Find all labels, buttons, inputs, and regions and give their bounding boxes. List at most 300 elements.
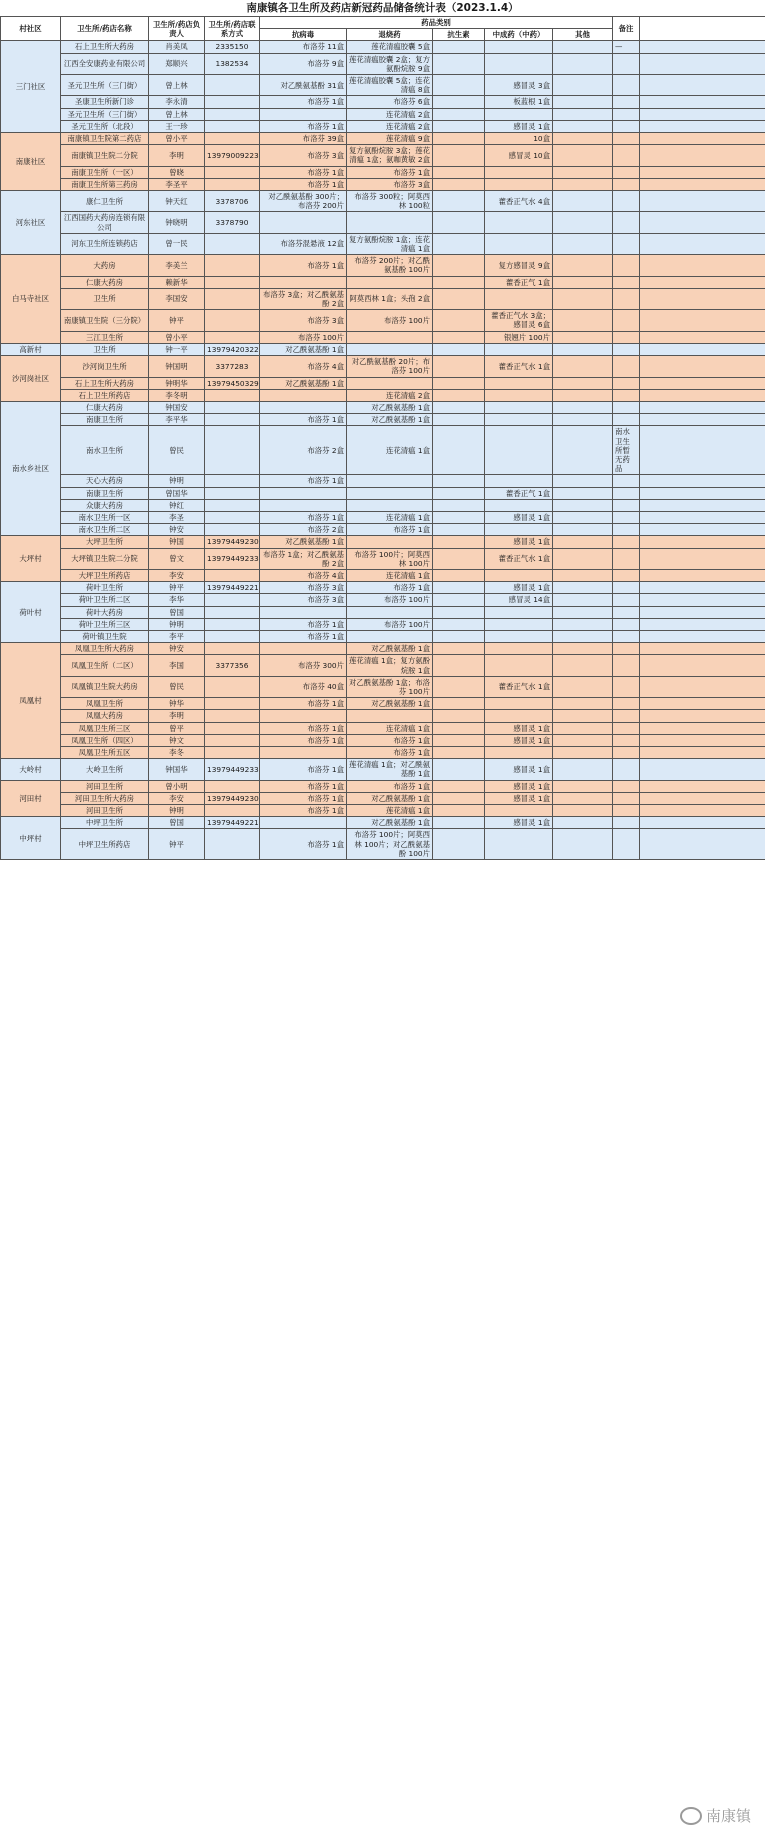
watermark-text: 南康镇 (705, 1807, 751, 1825)
table-row (1, 356, 765, 377)
antibiotic-cell (433, 75, 485, 96)
antibiotic-cell (433, 511, 485, 523)
note-cell (613, 548, 640, 569)
blank-cell (640, 426, 765, 475)
unit-name-cell: 江西全安康药业有限公司 (61, 53, 149, 74)
note-cell (613, 356, 640, 377)
fever-cell: 布洛芬 1盒 (347, 734, 433, 746)
village-cell: 河田村 (1, 780, 61, 817)
contact-cell: 李华 (149, 594, 205, 606)
fever-cell (347, 606, 433, 618)
contact-cell: 曾小平 (149, 133, 205, 145)
blank-cell (640, 487, 765, 499)
fever-cell (347, 377, 433, 389)
table-row (1, 655, 765, 676)
blank-cell (640, 401, 765, 413)
note-cell (613, 487, 640, 499)
other-cell (553, 414, 613, 426)
table-row (1, 487, 765, 499)
antibiotic-cell (433, 536, 485, 548)
blank-cell (640, 676, 765, 697)
fever-cell: 布洛芬 100片；阿莫西林 100片；对乙酰氨基酚 100片 (347, 829, 433, 860)
phone-cell (205, 630, 260, 642)
table-row (1, 178, 765, 190)
header-note: 备注 (613, 17, 640, 41)
blank-cell (640, 643, 765, 655)
unit-name-cell: 凤凰卫生所（四区） (61, 734, 149, 746)
herbal-cell (485, 630, 553, 642)
herbal-cell: 感冒灵 1盒 (485, 792, 553, 804)
table-row (1, 722, 765, 734)
herbal-cell (485, 166, 553, 178)
antibiotic-cell (433, 377, 485, 389)
phone-cell: 13979449233 (205, 759, 260, 780)
blank-cell (640, 630, 765, 642)
unit-name-cell: 荷叶卫生所三区 (61, 618, 149, 630)
village-cell: 中坪村 (1, 817, 61, 860)
note-cell (613, 698, 640, 710)
note-cell (613, 133, 640, 145)
herbal-cell: 感冒灵 1盒 (485, 780, 553, 792)
other-cell (553, 288, 613, 309)
phone-cell (205, 120, 260, 132)
herbal-cell (485, 475, 553, 487)
contact-cell: 曾平 (149, 722, 205, 734)
table-row (1, 780, 765, 792)
village-cell: 白马寺社区 (1, 255, 61, 344)
antiviral-cell: 布洛芬 1盒 (260, 805, 347, 817)
table-row (1, 759, 765, 780)
herbal-cell: 藿香正气 1盒 (485, 276, 553, 288)
phone-cell (205, 780, 260, 792)
table-row (1, 475, 765, 487)
other-cell (553, 356, 613, 377)
other-cell (553, 75, 613, 96)
blank-cell (640, 780, 765, 792)
table-row (1, 792, 765, 804)
contact-cell: 钟平 (149, 582, 205, 594)
blank-cell (640, 524, 765, 536)
antibiotic-cell (433, 524, 485, 536)
table-row (1, 747, 765, 759)
blank-cell (640, 41, 765, 53)
blank-cell (640, 582, 765, 594)
antiviral-cell (260, 108, 347, 120)
antiviral-cell: 布洛芬 1盒 (260, 698, 347, 710)
antibiotic-cell (433, 499, 485, 511)
note-cell (613, 780, 640, 792)
phone-cell: 13979450329 (205, 377, 260, 389)
table-row (1, 389, 765, 401)
antiviral-cell: 对乙酰氨基酚 300片；布洛芬 200片 (260, 191, 347, 212)
other-cell (553, 524, 613, 536)
herbal-cell (485, 698, 553, 710)
antibiotic-cell (433, 829, 485, 860)
antibiotic-cell (433, 582, 485, 594)
phone-cell (205, 401, 260, 413)
antibiotic-cell (433, 191, 485, 212)
phone-cell (205, 414, 260, 426)
antibiotic-cell (433, 759, 485, 780)
fever-cell: 莲花清瘟胶囊 2盒；复方氨酚烷胺 9盒 (347, 53, 433, 74)
other-cell (553, 401, 613, 413)
table-row (1, 710, 765, 722)
phone-cell (205, 331, 260, 343)
antibiotic-cell (433, 414, 485, 426)
contact-cell: 曾晓 (149, 166, 205, 178)
unit-name-cell: 中坪卫生所 (61, 817, 149, 829)
other-cell (553, 389, 613, 401)
unit-name-cell: 南水卫生所二区 (61, 524, 149, 536)
village-cell: 三门社区 (1, 41, 61, 133)
contact-cell: 钟明 (149, 475, 205, 487)
other-cell (553, 722, 613, 734)
antibiotic-cell (433, 780, 485, 792)
note-cell (613, 276, 640, 288)
fever-cell: 连花清瘟 2盒 (347, 108, 433, 120)
contact-cell: 李圣平 (149, 178, 205, 190)
unit-name-cell: 南康卫生所 (61, 414, 149, 426)
antibiotic-cell (433, 212, 485, 233)
phone-cell (205, 389, 260, 401)
header-contact: 卫生所/药店负责人 (149, 17, 205, 41)
contact-cell: 李安 (149, 792, 205, 804)
unit-name-cell: 众康大药房 (61, 499, 149, 511)
herbal-cell (485, 414, 553, 426)
antibiotic-cell (433, 133, 485, 145)
header-unit-name: 卫生所/药店名称 (61, 17, 149, 41)
unit-name-cell: 荷叶大药房 (61, 606, 149, 618)
contact-cell: 李冬明 (149, 389, 205, 401)
contact-cell: 李国安 (149, 288, 205, 309)
antiviral-cell: 布洛芬 3盒；对乙酰氨基酚 2盒 (260, 288, 347, 309)
contact-cell: 钟文 (149, 734, 205, 746)
table-row (1, 41, 765, 53)
unit-name-cell: 荷叶卫生所 (61, 582, 149, 594)
other-cell (553, 377, 613, 389)
other-cell (553, 426, 613, 475)
phone-cell (205, 255, 260, 276)
table-row (1, 676, 765, 697)
page-title: 南康镇各卫生所及药店新冠药品储备统计表（2023.1.4） (0, 0, 765, 17)
village-cell: 荷叶村 (1, 582, 61, 643)
antiviral-cell: 布洛芬 100片 (260, 331, 347, 343)
fever-cell: 布洛芬 200片；对乙酰氨基酚 100片 (347, 255, 433, 276)
table-row (1, 166, 765, 178)
fever-cell: 莲花清瘟 9盒 (347, 133, 433, 145)
herbal-cell (485, 288, 553, 309)
blank-cell (640, 331, 765, 343)
herbal-cell (485, 377, 553, 389)
village-cell: 河东社区 (1, 191, 61, 255)
contact-cell: 赖新华 (149, 276, 205, 288)
herbal-cell (485, 747, 553, 759)
herbal-cell: 感冒灵 1盒 (485, 120, 553, 132)
note-cell (613, 536, 640, 548)
note-cell (613, 75, 640, 96)
table-row (1, 606, 765, 618)
table-row (1, 805, 765, 817)
antibiotic-cell (433, 426, 485, 475)
other-cell (553, 511, 613, 523)
fever-cell: 布洛芬 1盒 (347, 582, 433, 594)
blank-cell (640, 606, 765, 618)
note-cell (613, 166, 640, 178)
fever-cell: 布洛芬 100片；阿莫西林 100片 (347, 548, 433, 569)
unit-name-cell: 大坪卫生所 (61, 536, 149, 548)
herbal-cell (485, 53, 553, 74)
table-row (1, 618, 765, 630)
unit-name-cell: 南水卫生所一区 (61, 511, 149, 523)
antibiotic-cell (433, 548, 485, 569)
note-cell (613, 630, 640, 642)
table-row (1, 414, 765, 426)
antiviral-cell: 布洛芬混悬液 12盒 (260, 233, 347, 254)
table-row (1, 255, 765, 276)
note-cell (613, 734, 640, 746)
other-cell (553, 41, 613, 53)
blank-cell (640, 276, 765, 288)
inventory-table (0, 16, 765, 860)
other-cell (553, 191, 613, 212)
blank-cell (640, 166, 765, 178)
contact-cell: 钟国 (149, 536, 205, 548)
antibiotic-cell (433, 356, 485, 377)
herbal-cell: 藿香正气水 1盒 (485, 548, 553, 569)
antiviral-cell (260, 212, 347, 233)
contact-cell: 曾国 (149, 606, 205, 618)
herbal-cell (485, 426, 553, 475)
antiviral-cell: 布洛芬 1盒 (260, 780, 347, 792)
fever-cell: 对乙酰氨基酚 1盒 (347, 643, 433, 655)
village-cell: 沙河岗社区 (1, 356, 61, 402)
unit-name-cell: 石上卫生所大药房 (61, 41, 149, 53)
contact-cell: 李国 (149, 655, 205, 676)
phone-cell (205, 594, 260, 606)
blank-cell (640, 829, 765, 860)
table-row (1, 499, 765, 511)
table-row (1, 511, 765, 523)
antiviral-cell: 布洛芬 4盒 (260, 356, 347, 377)
antiviral-cell (260, 747, 347, 759)
table-row (1, 377, 765, 389)
fever-cell (347, 276, 433, 288)
contact-cell: 钟明 (149, 618, 205, 630)
fever-cell: 莲花清瘟 1盒 (347, 805, 433, 817)
phone-cell: 13979449221 (205, 817, 260, 829)
note-cell (613, 606, 640, 618)
phone-cell: 13979449230 (205, 536, 260, 548)
fever-cell: 布洛芬 3盒 (347, 178, 433, 190)
fever-cell: 复方氨酚烷胺 3盒；莲花清瘟 1盒；氨咖黄敏 2盒 (347, 145, 433, 166)
table-row (1, 191, 765, 212)
antibiotic-cell (433, 594, 485, 606)
other-cell (553, 53, 613, 74)
herbal-cell (485, 618, 553, 630)
phone-cell (205, 96, 260, 108)
unit-name-cell: 圣元卫生所（北段） (61, 120, 149, 132)
fever-cell: 布洛芬 1盒 (347, 524, 433, 536)
other-cell (553, 96, 613, 108)
antibiotic-cell (433, 331, 485, 343)
contact-cell: 李冬 (149, 747, 205, 759)
phone-cell: 13979449233 (205, 548, 260, 569)
antiviral-cell: 布洛芬 2盒 (260, 426, 347, 475)
fever-cell (347, 331, 433, 343)
other-cell (553, 499, 613, 511)
note-cell (613, 108, 640, 120)
phone-cell (205, 276, 260, 288)
note-cell (613, 191, 640, 212)
note-cell (613, 594, 640, 606)
contact-cell: 钟一平 (149, 343, 205, 355)
table-row (1, 817, 765, 829)
blank-cell (640, 594, 765, 606)
fever-cell: 复方氨酚烷胺 1盒；连花清瘟 1盒 (347, 233, 433, 254)
antibiotic-cell (433, 487, 485, 499)
other-cell (553, 145, 613, 166)
antiviral-cell: 布洛芬 1盒 (260, 414, 347, 426)
other-cell (553, 343, 613, 355)
fever-cell: 连花清瘟 2盒 (347, 120, 433, 132)
fever-cell: 布洛芬 100片 (347, 618, 433, 630)
contact-cell: 钟天红 (149, 191, 205, 212)
unit-name-cell: 南康镇卫生院第二药店 (61, 133, 149, 145)
antibiotic-cell (433, 643, 485, 655)
phone-cell: 13979009223 (205, 145, 260, 166)
phone-cell (205, 829, 260, 860)
contact-cell: 李明 (149, 145, 205, 166)
note-cell (613, 524, 640, 536)
table-row (1, 233, 765, 254)
contact-cell: 曾小平 (149, 331, 205, 343)
phone-cell (205, 805, 260, 817)
contact-cell: 曾国 (149, 817, 205, 829)
note-cell (613, 331, 640, 343)
phone-cell: 3378790 (205, 212, 260, 233)
fever-cell (347, 710, 433, 722)
blank-cell (640, 475, 765, 487)
blank-cell (640, 499, 765, 511)
fever-cell: 对乙酰氨基酚 1盒 (347, 401, 433, 413)
herbal-cell (485, 805, 553, 817)
table-row (1, 310, 765, 331)
herbal-cell: 藿香正气水 1盒 (485, 356, 553, 377)
phone-cell (205, 426, 260, 475)
fever-cell (347, 630, 433, 642)
phone-cell: 13979449221 (205, 582, 260, 594)
note-cell (613, 414, 640, 426)
unit-name-cell: 南康卫生所 (61, 487, 149, 499)
unit-name-cell: 荷叶卫生所二区 (61, 594, 149, 606)
antibiotic-cell (433, 178, 485, 190)
herbal-cell: 板蓝根 1盒 (485, 96, 553, 108)
unit-name-cell: 南水卫生所 (61, 426, 149, 475)
header-other: 其他 (553, 29, 613, 41)
note-cell (613, 643, 640, 655)
unit-name-cell: 石上卫生所药店 (61, 389, 149, 401)
antibiotic-cell (433, 108, 485, 120)
table-row (1, 594, 765, 606)
note-cell (613, 569, 640, 581)
header-phone: 卫生所/药店联系方式 (205, 17, 260, 41)
other-cell (553, 233, 613, 254)
table-row (1, 288, 765, 309)
phone-cell: 1382534 (205, 53, 260, 74)
unit-name-cell: 大坪镇卫生院二分院 (61, 548, 149, 569)
antiviral-cell (260, 276, 347, 288)
antiviral-cell: 布洛芬 300片 (260, 655, 347, 676)
contact-cell: 钟平 (149, 829, 205, 860)
note-cell (613, 343, 640, 355)
antiviral-cell: 布洛芬 1盒 (260, 178, 347, 190)
contact-cell: 郑顺兴 (149, 53, 205, 74)
antiviral-cell: 布洛芬 1盒 (260, 120, 347, 132)
contact-cell: 曾民 (149, 676, 205, 697)
contact-cell: 李明 (149, 710, 205, 722)
herbal-cell (485, 343, 553, 355)
blank-cell (640, 710, 765, 722)
antibiotic-cell (433, 389, 485, 401)
unit-name-cell: 凤凰镇卫生院大药房 (61, 676, 149, 697)
blank-cell (640, 288, 765, 309)
other-cell (553, 759, 613, 780)
other-cell (553, 331, 613, 343)
unit-name-cell: 卫生所 (61, 343, 149, 355)
antiviral-cell (260, 710, 347, 722)
blank-cell (640, 511, 765, 523)
antibiotic-cell (433, 53, 485, 74)
note-cell (613, 676, 640, 697)
other-cell (553, 120, 613, 132)
blank-cell (640, 722, 765, 734)
other-cell (553, 548, 613, 569)
phone-cell (205, 606, 260, 618)
antiviral-cell: 布洛芬 1盒；对乙酰氨基酚 2盒 (260, 548, 347, 569)
unit-name-cell: 南康镇卫生院二分院 (61, 145, 149, 166)
antiviral-cell: 布洛芬 1盒 (260, 630, 347, 642)
antiviral-cell: 对乙酰氨基酚 1盒 (260, 536, 347, 548)
phone-cell (205, 133, 260, 145)
antibiotic-cell (433, 734, 485, 746)
village-cell: 大坪村 (1, 536, 61, 582)
antibiotic-cell (433, 233, 485, 254)
phone-cell (205, 710, 260, 722)
unit-name-cell: 凤凰卫生所 (61, 698, 149, 710)
fever-cell: 莲花清瘟胶囊 5盒；连花清瘟 8盒 (347, 75, 433, 96)
other-cell (553, 618, 613, 630)
blank-cell (640, 548, 765, 569)
blank-cell (640, 747, 765, 759)
blank-cell (640, 655, 765, 676)
fever-cell: 连花清瘟 1盒 (347, 569, 433, 581)
table-row (1, 829, 765, 860)
table-row (1, 582, 765, 594)
herbal-cell (485, 524, 553, 536)
herbal-cell: 感冒灵 1盒 (485, 722, 553, 734)
antiviral-cell: 布洛芬 1盒 (260, 511, 347, 523)
antiviral-cell (260, 401, 347, 413)
herbal-cell (485, 212, 553, 233)
contact-cell: 钟国明 (149, 356, 205, 377)
fever-cell (347, 475, 433, 487)
fever-cell: 连花清瘟 1盒 (347, 426, 433, 475)
table-row (1, 401, 765, 413)
herbal-cell: 感冒灵 3盒 (485, 75, 553, 96)
fever-cell: 布洛芬 1盒 (347, 780, 433, 792)
unit-name-cell: 荷叶镇卫生院 (61, 630, 149, 642)
table-row (1, 133, 765, 145)
